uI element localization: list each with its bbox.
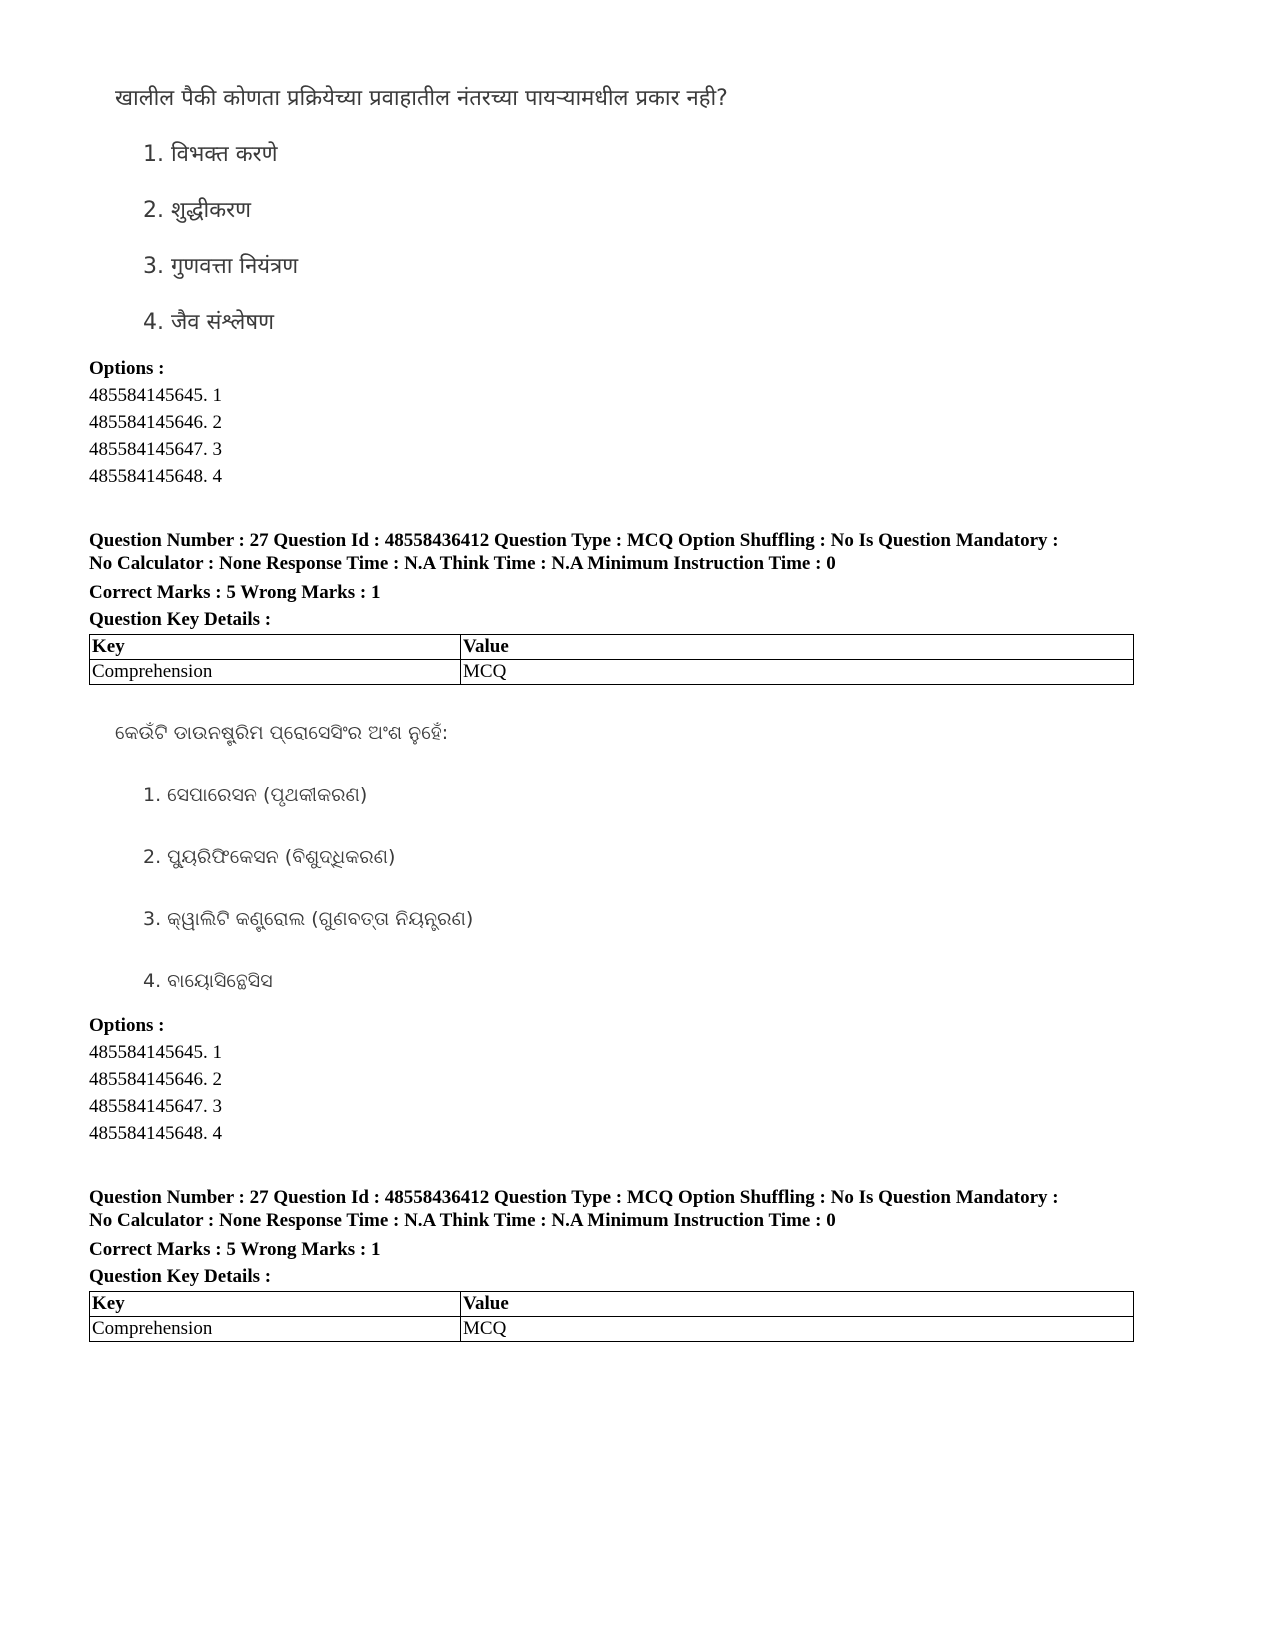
question-option: 4. ବାୟୋସିନ୍ଥେସିସ [143,970,273,992]
key-details-heading: Question Key Details : [89,609,272,630]
option-id: 485584145646. 2 [89,1069,222,1090]
table-row [90,1317,1134,1342]
table-cell-value: MCQ [461,1317,1134,1342]
question-stem: खालील पैकी कोणता प्रक्रियेच्या प्रवाहातील नंतरच्या पायऱ्यामधील प्रकार नही? [115,86,728,111]
question-option: 2. ପ୍ୟୁରିଫିକେସନ (ବିଶୁଦ୍ଧିକରଣ) [143,846,396,868]
table-header-key: Key [90,635,461,660]
question-option: 1. विभक्त करणे [143,142,278,167]
table-cell-key: Comprehension [90,1317,461,1342]
option-id: 485584145645. 1 [89,385,222,406]
meta-line-1: Question Number : 27 Question Id : 48558436412 Question Type : MCQ Option Shuffling : No Is Question Mandatory : [89,1187,1059,1208]
key-details-table [89,634,1134,685]
question-option: 2. शुद्धीकरण [143,198,252,223]
meta-line-1: Question Number : 27 Question Id : 48558436412 Question Type : MCQ Option Shuffling : No Is Question Mandatory : [89,530,1059,551]
key-details-table [89,1291,1134,1342]
option-id: 485584145648. 4 [89,1123,222,1144]
marks-line: Correct Marks : 5 Wrong Marks : 1 [89,1239,381,1260]
meta-line-2: No Calculator : None Response Time : N.A Think Time : N.A Minimum Instruction Time : 0 [89,553,836,574]
key-details-heading: Question Key Details : [89,1266,272,1287]
options-label: Options : [89,358,165,379]
options-list [89,1039,1135,1147]
table-cell-key: Comprehension [90,660,461,685]
table-row [90,660,1134,685]
options-label: Options : [89,1015,165,1036]
question-image-odia [115,718,473,996]
table-cell-value: MCQ [461,660,1134,685]
question-meta [89,529,1135,633]
question-stem: କେଉଁଟି ଡାଉନଷ୍ଟ୍ରିମ ପ୍ରୋସେସିଂର ଅଂଶ ନୁହେଁ: [115,722,449,744]
option-id: 485584145647. 3 [89,439,222,460]
table-header-value: Value [461,1292,1134,1317]
question-option: 3. गुणवत्ता नियंत्रण [143,254,299,279]
options-list [89,382,1135,490]
option-id: 485584145647. 3 [89,1096,222,1117]
question-option: 3. କ୍ୱାଲିଟି କଣ୍ଟ୍ରୋଲ (ଗୁଣବତ୍ତା ନିୟନ୍ତ୍ରଣ) [143,908,474,930]
question-option: 1. ସେପାରେସନ (ପୃଥକୀକରଣ) [143,784,368,806]
question-image-marathi [115,84,728,338]
table-header-value: Value [461,635,1134,660]
table-header-key: Key [90,1292,461,1317]
question-option: 4. जैव संश्लेषण [143,310,275,335]
marks-line: Correct Marks : 5 Wrong Marks : 1 [89,582,381,603]
option-id: 485584145648. 4 [89,466,222,487]
option-id: 485584145646. 2 [89,412,222,433]
meta-line-2: No Calculator : None Response Time : N.A Think Time : N.A Minimum Instruction Time : 0 [89,1210,836,1231]
options-section [89,1012,1135,1147]
option-id: 485584145645. 1 [89,1042,222,1063]
question-meta [89,1186,1135,1290]
options-section [89,355,1135,490]
table-header-row [90,635,1134,660]
table-header-row [90,1292,1134,1317]
